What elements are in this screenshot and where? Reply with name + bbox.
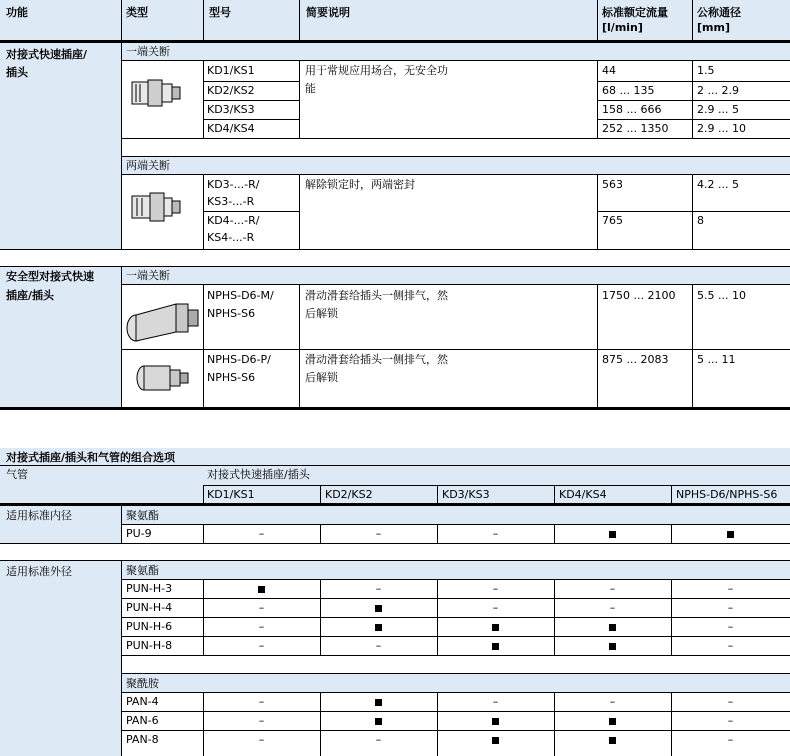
compatible-mark — [609, 624, 616, 631]
group1-function-label-2: 插头 — [6, 66, 28, 79]
row-kd3-model: KD3/KS3 — [207, 103, 255, 116]
matrix-cell: – — [727, 639, 734, 652]
row-kd3r-model-2: KS3-...-R — [207, 195, 255, 208]
matrix-cell: – — [375, 639, 382, 652]
matrix-cell — [320, 693, 437, 710]
matrix-cell: – — [609, 601, 616, 614]
matrix-cell — [320, 618, 437, 635]
matrix-cell: – — [609, 582, 616, 595]
matrix-cell — [320, 599, 437, 616]
matrix-cell — [671, 525, 790, 542]
row-pan6-name: PAN-6 — [126, 714, 159, 727]
group1-desc-line1: 用于常规应用场合，无安全功 — [305, 64, 448, 77]
row-kd2-model: KD2/KS2 — [207, 84, 255, 97]
compatible-mark — [375, 699, 382, 706]
matrix-cell — [554, 525, 671, 542]
row-nphs-m-model-1: NPHS-D6-M/ — [207, 289, 274, 302]
row-kd4r-dn: 8 — [697, 214, 704, 227]
row-pu9-name: PU-9 — [126, 527, 152, 540]
matrix-cell: – — [727, 582, 734, 595]
group2-one-end-band — [121, 267, 790, 284]
row-kd2-flow: 68 ... 135 — [602, 84, 655, 97]
compatible-mark — [375, 624, 382, 631]
col-kd3: KD3/KS3 — [442, 488, 490, 501]
matrix-cell: – — [258, 733, 265, 746]
nphs-m-image — [124, 292, 202, 348]
row-nphs-p-dn: 5 ... 11 — [697, 353, 736, 366]
col-header-flow-unit: [l/min] — [602, 21, 643, 34]
matrix-cell: – — [492, 695, 499, 708]
row-kd3-dn: 2.9 ... 5 — [697, 103, 739, 116]
matrix-cell — [437, 618, 554, 635]
row-kd2-dn: 2 ... 2.9 — [697, 84, 739, 97]
row-nphs-p-desc-2: 后解锁 — [305, 371, 338, 384]
row-kd4r-flow: 765 — [602, 214, 623, 227]
col-header-nominal-unit: [mm] — [697, 21, 730, 34]
compatible-mark — [492, 737, 499, 744]
outer-label: 适用标准外径 — [6, 565, 72, 578]
tube-header: 气管 — [6, 468, 28, 481]
coupling-both-end-image — [128, 184, 184, 226]
col-header-function: 功能 — [6, 6, 28, 19]
row-kd1-flow: 44 — [602, 64, 616, 77]
row-punh3-name: PUN-H-3 — [126, 582, 173, 595]
row-kd3r-dn: 4.2 ... 5 — [697, 178, 739, 191]
outer-label-cell — [0, 561, 121, 756]
compatible-mark — [492, 718, 499, 725]
col-kd1: KD1/KS1 — [207, 488, 255, 501]
row-kd4r-model-2: KS4-...-R — [207, 231, 255, 244]
row-nphs-m-flow: 1750 ... 2100 — [602, 289, 676, 302]
matrix-cell: – — [727, 620, 734, 633]
col-header-nominal-size: 公称通径 — [697, 6, 741, 19]
matrix-cell — [203, 580, 320, 597]
matrix-cell — [437, 712, 554, 729]
row-nphs-p-desc-1: 滑动滑套给插头一侧排气，然 — [305, 353, 448, 366]
matrix-cell — [320, 712, 437, 729]
row-kd3r-model-1: KD3-...-R/ — [207, 178, 260, 191]
matrix-cell — [554, 618, 671, 635]
row-pan8-name: PAN-8 — [126, 733, 159, 746]
row-nphs-p-flow: 875 ... 2083 — [602, 353, 669, 366]
group1-both-end-band — [121, 157, 790, 174]
matrix-cell: – — [492, 527, 499, 540]
compatible-mark — [258, 586, 265, 593]
compatible-mark — [492, 643, 499, 650]
nphs-p-image — [134, 356, 192, 398]
table2-title: 对接式插座/插头和气管的组合选项 — [6, 451, 176, 464]
group1-both-end-label: 两端关断 — [126, 159, 170, 172]
inner-material: 聚氨酯 — [126, 509, 159, 522]
row-nphs-p-model-1: NPHS-D6-P/ — [207, 353, 271, 366]
group2-function-label-2: 插座/插头 — [6, 289, 55, 302]
row-pan4-name: PAN-4 — [126, 695, 159, 708]
row-nphs-m-desc-2: 后解锁 — [305, 307, 338, 320]
col-header-description: 简要说明 — [306, 6, 350, 19]
compatible-mark — [492, 624, 499, 631]
outer-material-1: 聚氨酯 — [126, 564, 159, 577]
compatible-mark — [609, 531, 616, 538]
group2-function-label: 安全型对接式快速 — [6, 270, 94, 283]
row-kd4-dn: 2.9 ... 10 — [697, 122, 746, 135]
col-nphs: NPHS-D6/NPHS-S6 — [676, 488, 778, 501]
matrix-cell: – — [258, 620, 265, 633]
compatible-mark — [375, 605, 382, 612]
group1-one-end-label: 一端关断 — [126, 45, 170, 58]
matrix-cell — [437, 637, 554, 654]
matrix-cell: – — [375, 733, 382, 746]
row-punh8-name: PUN-H-8 — [126, 639, 173, 652]
coupling-one-end-image — [128, 70, 184, 112]
matrix-cell: – — [727, 733, 734, 746]
coupling-header: 对接式快速插座/插头 — [207, 468, 310, 481]
inner-material-band — [121, 506, 790, 524]
row-punh4-name: PUN-H-4 — [126, 601, 173, 614]
row-nphs-m-dn: 5.5 ... 10 — [697, 289, 746, 302]
matrix-cell: – — [258, 714, 265, 727]
group1-function-label: 对接式快速插座/ — [6, 48, 88, 61]
group1-one-end-band — [121, 43, 790, 60]
row-kd1-dn: 1.5 — [697, 64, 715, 77]
col-kd4: KD4/KS4 — [559, 488, 607, 501]
matrix-cell: – — [375, 582, 382, 595]
compatible-mark — [727, 531, 734, 538]
matrix-cell: – — [609, 695, 616, 708]
row-kd4-model: KD4/KS4 — [207, 122, 255, 135]
col-header-type: 类型 — [126, 6, 148, 19]
group1-desc-both: 解除锁定时，两端密封 — [305, 178, 415, 191]
outer-material1-band — [121, 561, 790, 579]
matrix-cell — [437, 731, 554, 748]
group2-one-end-label: 一端关断 — [126, 269, 170, 282]
col-kd2: KD2/KS2 — [325, 488, 373, 501]
outer-material2-band — [121, 674, 790, 692]
row-nphs-p-model-2: NPHS-S6 — [207, 371, 256, 384]
matrix-cell: – — [727, 695, 734, 708]
compatible-mark — [609, 718, 616, 725]
matrix-cell: – — [492, 601, 499, 614]
matrix-cell: – — [258, 639, 265, 652]
row-kd3r-flow: 563 — [602, 178, 623, 191]
matrix-cell: – — [727, 714, 734, 727]
row-kd3-flow: 158 ... 666 — [602, 103, 662, 116]
matrix-cell — [554, 731, 671, 748]
row-kd1-model: KD1/KS1 — [207, 64, 255, 77]
matrix-cell: – — [375, 527, 382, 540]
group1-desc-line2: 能 — [305, 82, 316, 95]
row-kd4-flow: 252 ... 1350 — [602, 122, 669, 135]
matrix-cell: – — [258, 601, 265, 614]
matrix-cell: – — [258, 695, 265, 708]
table1-header-band — [0, 0, 790, 40]
inner-label: 适用标准内径 — [6, 509, 72, 522]
outer-material-2: 聚酰胺 — [126, 677, 159, 690]
row-nphs-m-model-2: NPHS-S6 — [207, 307, 256, 320]
matrix-cell: – — [258, 527, 265, 540]
compatible-mark — [609, 737, 616, 744]
row-nphs-m-desc-1: 滑动滑套给插头一侧排气，然 — [305, 289, 448, 302]
matrix-cell: – — [727, 601, 734, 614]
compatible-mark — [375, 718, 382, 725]
row-punh6-name: PUN-H-6 — [126, 620, 173, 633]
matrix-cell — [554, 712, 671, 729]
col-header-model: 型号 — [209, 6, 231, 19]
col-header-flow: 标准额定流量 — [602, 6, 668, 19]
row-kd4r-model-1: KD4-...-R/ — [207, 214, 260, 227]
matrix-cell — [554, 637, 671, 654]
matrix-cell: – — [492, 582, 499, 595]
compatible-mark — [609, 643, 616, 650]
